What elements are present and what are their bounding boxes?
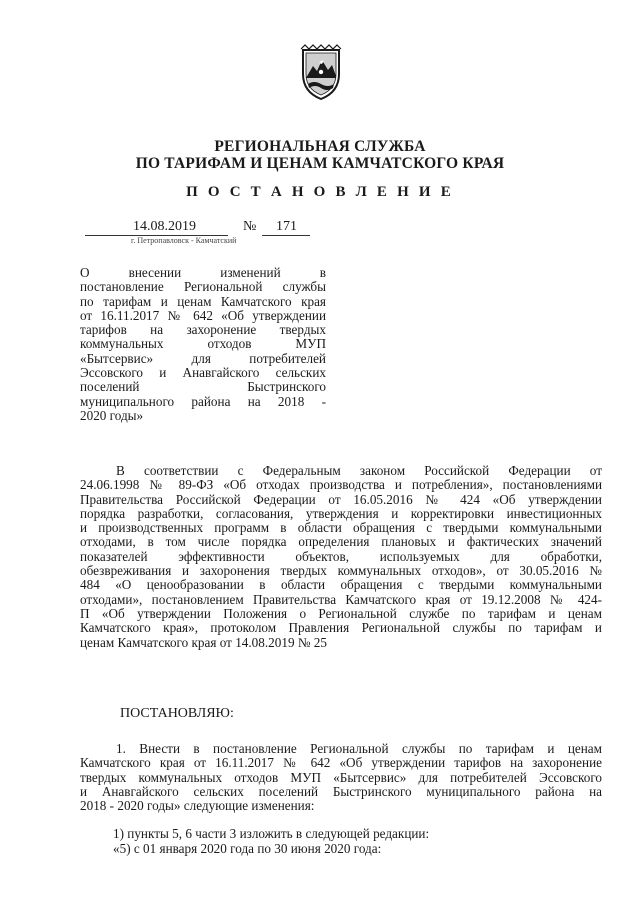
preamble-paragraph xyxy=(80,464,602,650)
point-1-line: и Анавгайского сельских поселений Быстринского муниципального района на xyxy=(80,783,602,799)
document-type-title: П О С Т А Н О В Л Е Н И Е xyxy=(186,184,454,200)
preamble-line: Камчатского края», протоколом Правления Региональной службы по тарифам и xyxy=(80,620,602,636)
agency-name-line-2: ПО ТАРИФАМ И ЦЕНАМ КАМЧАТСКОГО КРАЯ xyxy=(135,155,505,172)
document-number: 171 xyxy=(276,219,297,234)
preamble-line: Правительства Российской Федерации от 16.05.2016 № 424 «Об утверждении xyxy=(80,491,602,507)
preamble-line: отходами, в том числе порядка определения плановых и фактических значений xyxy=(80,534,602,550)
subject-line: «Бытсервис» для потребителей xyxy=(80,350,326,366)
document-subject xyxy=(80,266,326,423)
preamble-line: показателей эффективности объектов, используемых для обработки, xyxy=(80,548,602,564)
subject-line: поселений Быстринского xyxy=(80,379,326,395)
preamble-line: 484 «О ценообразовании в области обращения с твердыми коммунальными xyxy=(80,577,602,593)
preamble-line: и производственных программ в области обращения с твердыми коммунальными xyxy=(80,520,602,536)
place-of-issue: г. Петропавловск - Камчатский xyxy=(131,236,237,245)
subject-line: тарифов на захоронение твердых xyxy=(80,322,326,338)
agency-name-line-1: РЕГИОНАЛЬНАЯ СЛУЖБА xyxy=(214,138,426,155)
subject-line: О внесении изменений в xyxy=(80,265,326,280)
number-underline xyxy=(262,235,310,236)
preamble-line: ценам Камчатского края от 14.08.2019 № 25 xyxy=(80,634,327,650)
preamble-line: 24.06.1998 № 89-ФЗ «Об отходах производства и потребления», постановлениями xyxy=(80,477,602,493)
preamble-line: обезвреживания и захоронения твердых коммунальных отходов», от 30.05.2016 № xyxy=(80,563,602,579)
sub-item-2: «5) с 01 января 2020 года по 30 июня 2020 года: xyxy=(113,841,382,856)
sub-item-1: 1) пункты 5, 6 части 3 изложить в следующей редакции: xyxy=(113,826,430,841)
preamble-line: П «Об утверждении Положения о Региональной службе по тарифам и ценам xyxy=(80,605,602,621)
preamble-line: В соответствии с Федеральным законом Российской Федерации от xyxy=(116,463,602,478)
subject-line: Эссовского и Анавгайского сельских xyxy=(80,365,326,381)
decree-word: ПОСТАНОВЛЯЮ: xyxy=(120,706,234,721)
point-1-line: 1. Внести в постановление Региональной службы по тарифам и ценам xyxy=(116,741,602,756)
point-1-line: твердых коммунальных отходов МУП «Бытсервис» для потребителей Эссовского xyxy=(80,769,602,785)
preamble-line: порядка разработки, согласования, утверждения и корректировки инвестиционных xyxy=(80,505,602,521)
subject-line: от 16.11.2017 № 642 «Об утверждении xyxy=(80,307,326,323)
point-1-paragraph xyxy=(80,742,602,813)
preamble-line: отходами», постановлением Правительства Камчатского края от 19.12.2008 № 424- xyxy=(80,591,602,607)
document-date: 14.08.2019 xyxy=(133,219,196,234)
coat-of-arms-icon xyxy=(297,44,345,102)
number-sign: № xyxy=(243,219,257,234)
subject-line: коммунальных отходов МУП xyxy=(80,336,326,352)
subject-line: муниципального района на 2018 - xyxy=(80,393,326,409)
subject-line: по тарифам и ценам Камчатского края xyxy=(80,293,326,309)
subject-line: 2020 годы» xyxy=(80,407,144,423)
subject-line: постановление Региональной службы xyxy=(80,279,326,295)
point-1-line: Камчатского края от 16.11.2017 № 642 «Об утверждении тарифов на захоронение xyxy=(80,755,602,771)
point-1-line: 2018 - 2020 годы» следующие изменения: xyxy=(80,798,315,814)
